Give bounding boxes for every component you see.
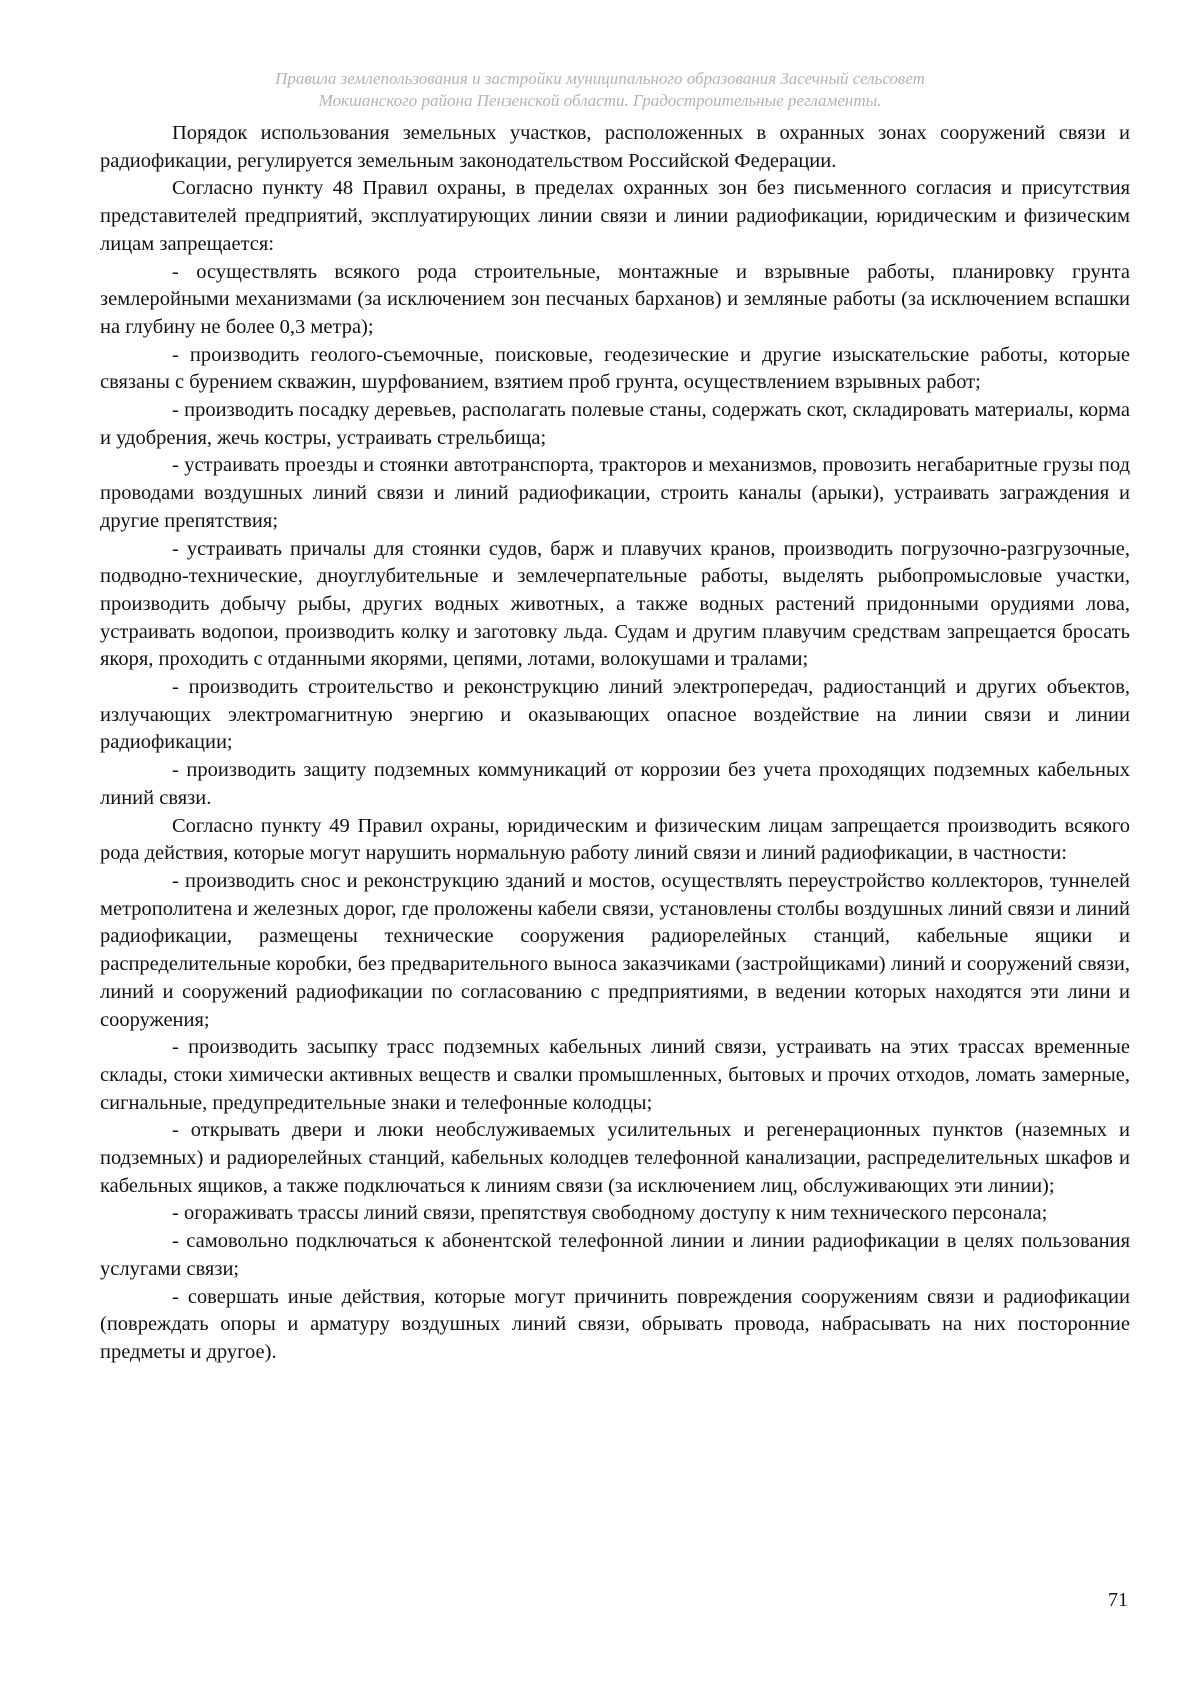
list-item: - производить засыпку трасс подземных кабельных линий связи, устраивать на этих трассах временные склады, стоки химически активных веществ и свалки промышленных, бытовых и прочих отходов, ломать замерные, сигнальные, предупредительные знаки и телефонные колодцы; (100, 1036, 1130, 1114)
list-item: - устраивать причалы для стоянки судов, барж и плавучих кранов, производить погрузочно-разгрузочные, подводно-технические, дноуглубительные и землечерпательные работы, выделять рыбопромысловые участки, производить добычу рыбы, других водных животных, а также водных растений придонными орудиями лова, устраивать водопои, производить колку и заготовку льда. Судам и другим плавучим средствам запрещается бросать якоря, проходить с отданными якорями, цепями, лотами, волокушами и тралами; (100, 537, 1130, 671)
running-header (120, 68, 1080, 112)
list-item: - огораживать трассы линий связи, препятствуя свободному доступу к ним технического персонала; (172, 1202, 1048, 1225)
list-item: - производить защиту подземных коммуникаций от коррозии без учета проходящих подземных кабельных линий связи. (100, 759, 1130, 809)
paragraph: Порядок использования земельных участков, расположенных в охранных зонах сооружений связи и радиофикации, регулируется земельным законодательством Российской Федерации. (100, 122, 1130, 172)
list-item: - производить строительство и реконструкцию линий электропередач, радиостанций и других объектов, излучающих электромагнитную энергию и оказывающих опасное воздействие на линии связи и линии радиофикации; (100, 676, 1130, 754)
page-number: 71 (1108, 1589, 1128, 1611)
paragraph: Согласно пункту 48 Правил охраны, в пределах охранных зон без письменного согласия и присутствия представителей предприятий, эксплуатирующих линии связи и линии радиофикации, юридическим и физическим лицам запрещается: (100, 177, 1130, 255)
list-item: - осуществлять всякого рода строительные, монтажные и взрывные работы, планировку грунта землеройными механизмами (за исключением зон песчаных барханов) и земляные работы (за исключением вспашки на глубину не более 0,3 метра); (100, 260, 1130, 338)
list-item: - производить посадку деревьев, располагать полевые станы, содержать скот, складировать материалы, корма и удобрения, жечь костры, устраивать стрельбища; (100, 399, 1130, 449)
running-header-line-1: Правила землепользования и застройки муниципального образования Засечный сельсовет (275, 69, 925, 88)
list-item: - устраивать проезды и стоянки автотранспорта, тракторов и механизмов, провозить негабаритные грузы под проводами воздушных линий связи и линий радиофикации, строить каналы (арыки), устраивать заграждения и другие препятствия; (100, 454, 1130, 532)
running-header-line-2: Мокшанского района Пензенской области. Градостроительные регламенты. (318, 91, 882, 110)
list-item: - производить снос и реконструкцию зданий и мостов, осуществлять переустройство коллекторов, туннелей метрополитена и железных дорог, где проложены кабели связи, установлены столбы воздушных линий связи и линий радиофикации, размещены технические сооружения радиорелейных станций, кабельные ящики и распределительные коробки, без предварительного выноса заказчиками (застройщиками) линий и сооружений связи, линий и сооружений радиофикации по согласованию с предприятиями, в ведении которых находятся эти лини и сооружения; (100, 869, 1130, 1031)
paragraph: Согласно пункту 49 Правил охраны, юридическим и физическим лицам запрещается производить всякого рода действия, которые могут нарушить нормальную работу линий связи и линий радиофикации, в частности: (100, 814, 1130, 865)
body-text (100, 120, 1130, 1367)
list-item: - производить геолого-съемочные, поисковые, геодезические и другие изыскательские работы, которые связаны с бурением скважин, шурфованием, взятием проб грунта, осуществлением взрывных работ; (100, 343, 1130, 394)
list-item: - совершать иные действия, которые могут причинить повреждения сооружениям связи и радиофикации (повреждать опоры и арматуру воздушных линий связи, обрывать провода, набрасывать на них посторонние предметы и другое). (100, 1285, 1130, 1363)
list-item: - самовольно подключаться к абонентской телефонной линии и линии радиофикации в целях пользования услугами связи; (100, 1230, 1130, 1280)
list-item: - открывать двери и люки необслуживаемых усилительных и регенерационных пунктов (наземных и подземных) и радиорелейных станций, кабельных колодцев телефонной канализации, распределительных шкафов и кабельных ящиков, а также подключаться к линиям связи (за исключением лиц, обслуживающих эти линии); (100, 1119, 1130, 1197)
